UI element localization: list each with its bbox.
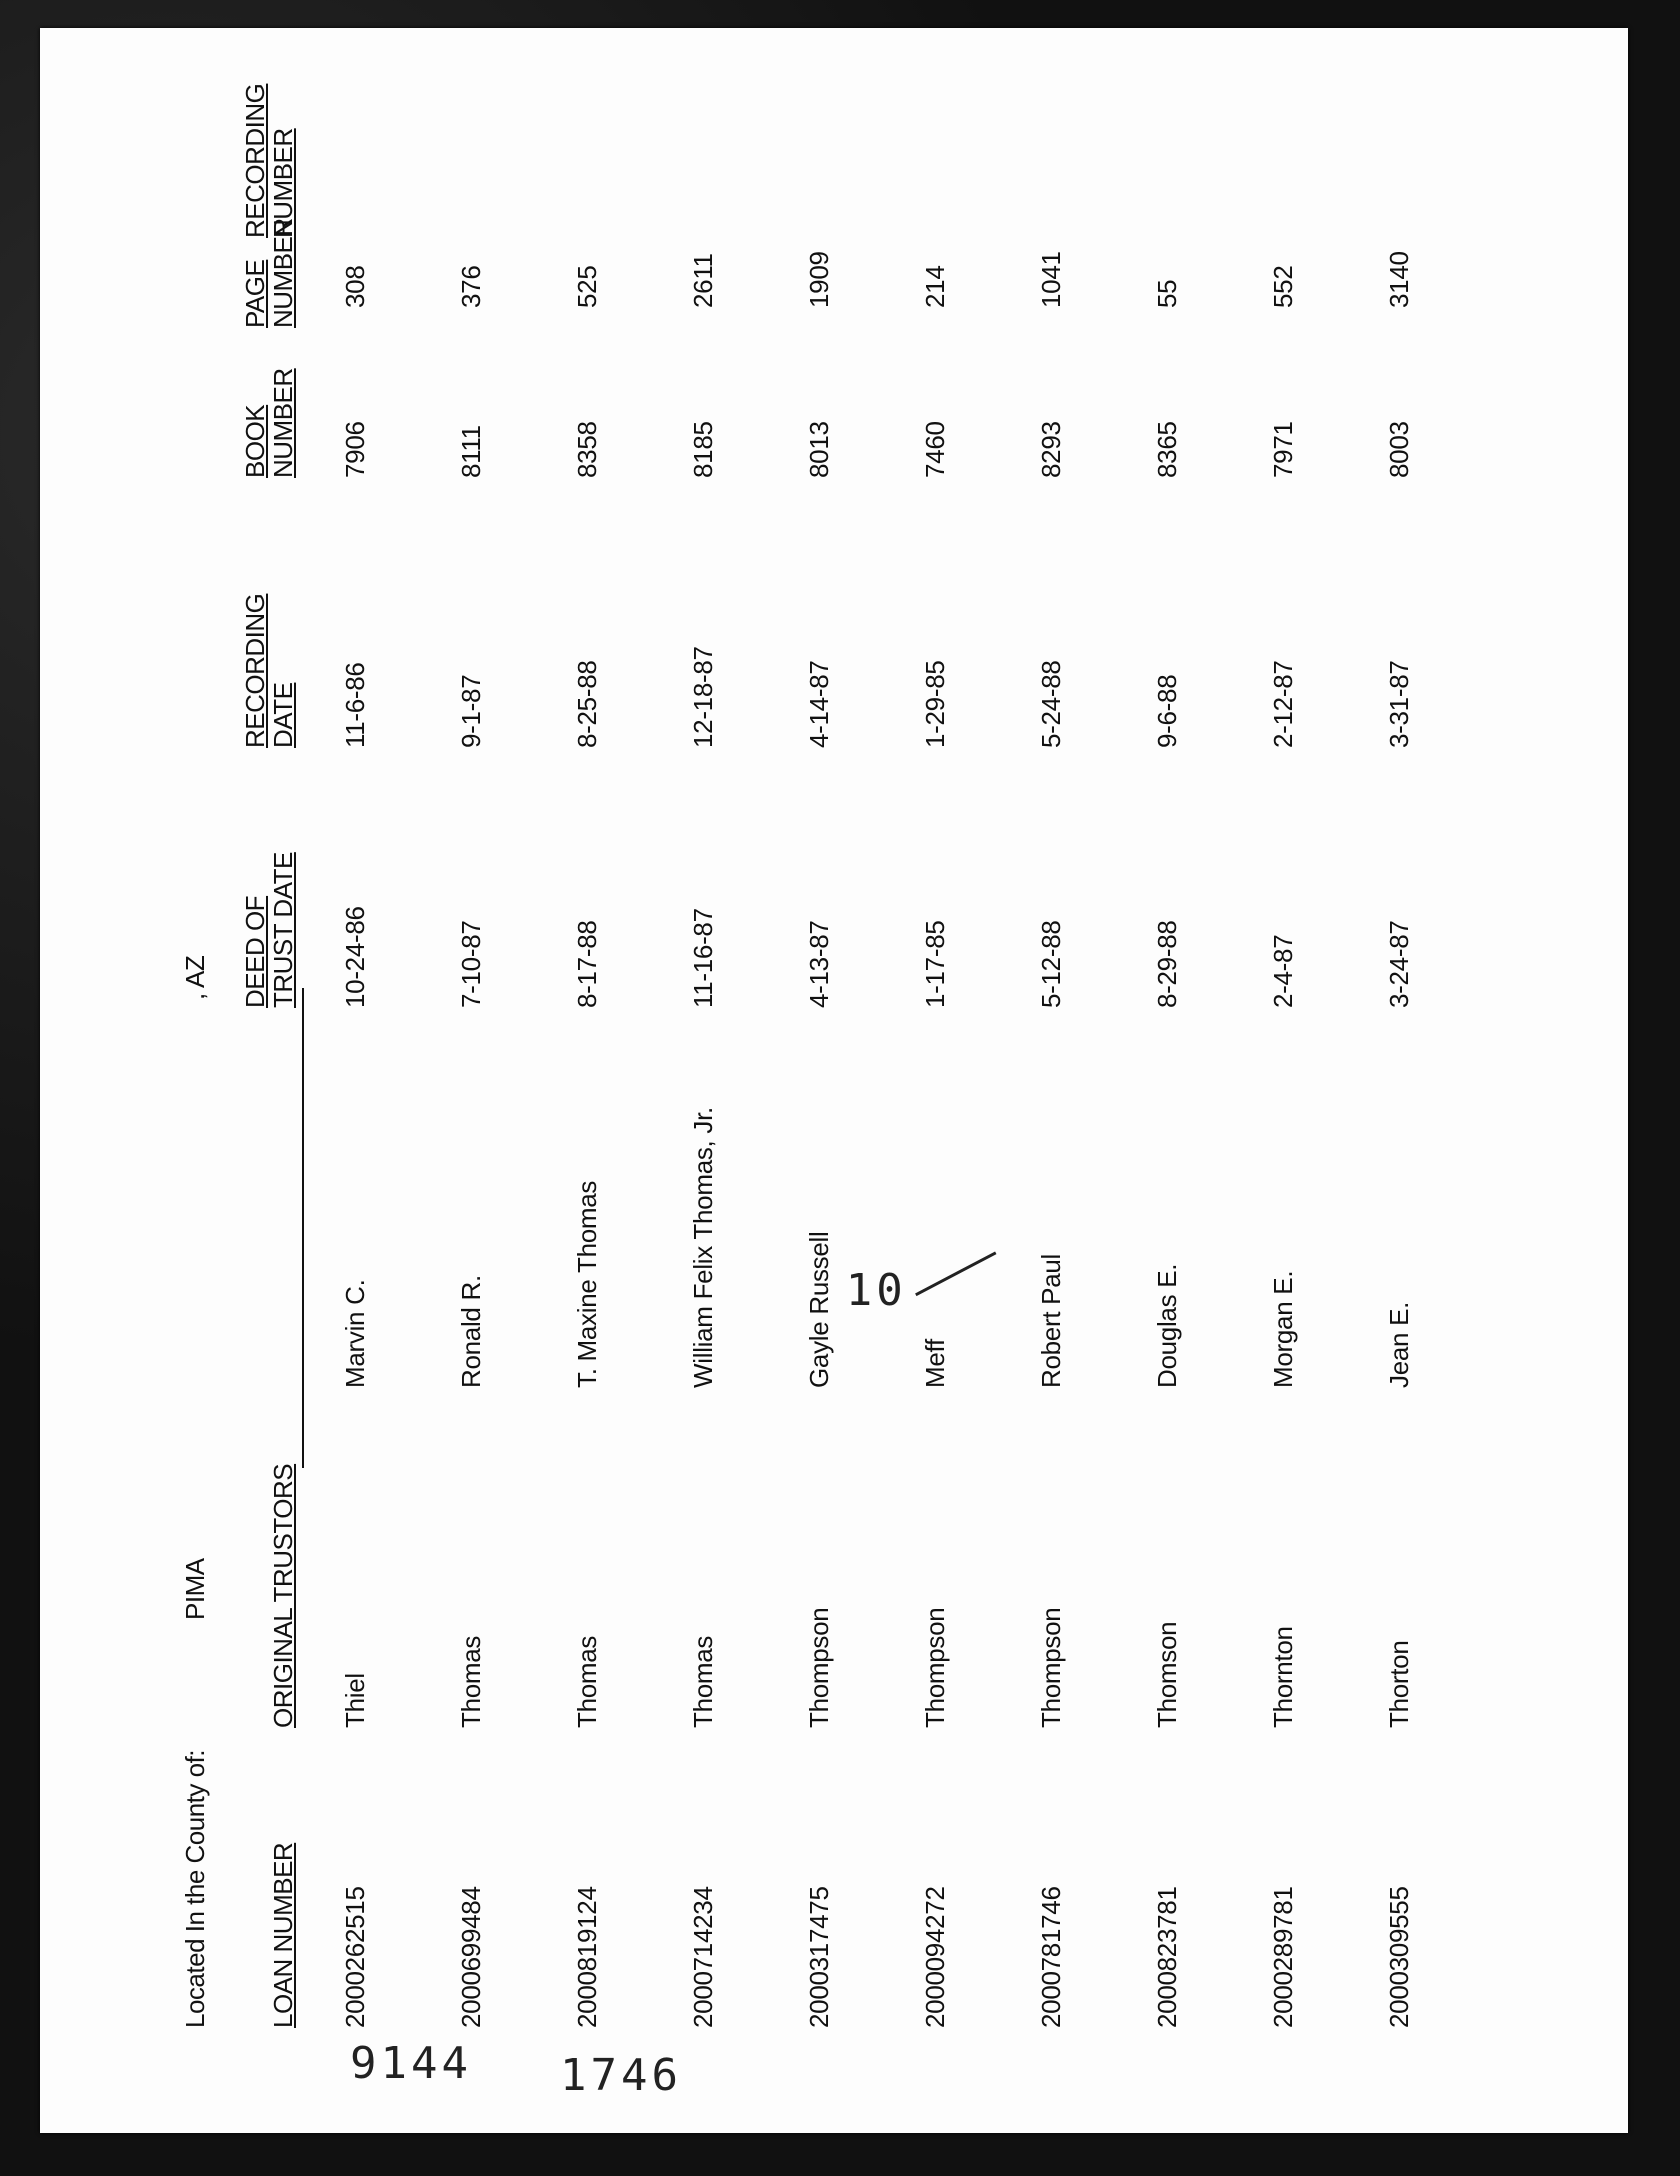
loan-number: 2000309555 — [1384, 1886, 1414, 2028]
loan-number: 2000317475 — [804, 1886, 834, 2028]
recording-date: 4-14-87 — [804, 660, 834, 748]
header-loan-number: LOAN NUMBER — [268, 1842, 298, 2028]
book-number: 8111 — [456, 425, 486, 478]
loan-number: 2000823781 — [1152, 1886, 1182, 2028]
header-page-number-2: NUMBER — [268, 218, 298, 328]
page-number: 3140 — [1384, 251, 1414, 308]
book-number: 8293 — [1036, 421, 1066, 478]
loan-number: 2000819124 — [572, 1886, 602, 2028]
handwritten-annotation-number: 10 — [845, 1264, 907, 1316]
table-row — [920, 128, 980, 2088]
table-row — [456, 128, 516, 2088]
page-number: 1909 — [804, 251, 834, 308]
trustor-first-name: Robert Paul — [1036, 1254, 1066, 1388]
header-book-number-2: NUMBER — [268, 368, 298, 478]
page-number: 552 — [1268, 265, 1298, 308]
county-label: Located In the County of: — [180, 1749, 210, 2028]
header-recording-date-2: DATE — [268, 682, 298, 748]
loan-number: 2000289781 — [1268, 1886, 1298, 2028]
trustor-last-name: Thompson — [920, 1607, 950, 1728]
trustor-first-name: Douglas E. — [1152, 1263, 1182, 1388]
loan-number: 2000094272 — [920, 1886, 950, 2028]
trustor-last-name: Thorton — [1384, 1640, 1414, 1728]
header-recording-date-1: RECORDING — [240, 593, 270, 748]
handwritten-number-right: 1746 — [560, 2050, 682, 2101]
recording-date: 11-6-86 — [340, 662, 370, 748]
recording-date: 12-18-87 — [688, 646, 718, 748]
deed-of-trust-date: 10-24-86 — [340, 906, 370, 1008]
book-number: 7971 — [1268, 421, 1298, 478]
state-label: , AZ — [180, 955, 210, 1000]
trustor-last-name: Thomson — [1152, 1621, 1182, 1728]
loan-number: 2000781746 — [1036, 1886, 1066, 2028]
header-deed-of-trust-2: TRUST DATE — [268, 852, 298, 1008]
table-row — [1268, 128, 1328, 2088]
table-row — [688, 128, 748, 2088]
county-line — [180, 955, 211, 2028]
recording-date: 9-6-88 — [1152, 674, 1182, 748]
recording-date: 2-12-87 — [1268, 660, 1298, 748]
book-number: 7906 — [340, 421, 370, 478]
book-number: 8013 — [804, 421, 834, 478]
header-page-number-1: PAGE — [240, 259, 270, 328]
header-deed-of-trust-1: DEED OF — [240, 895, 270, 1008]
header-recording-number-2: NUMBER — [268, 128, 298, 238]
book-number: 7460 — [920, 421, 950, 478]
loan-number: 2000699484 — [456, 1886, 486, 2028]
county-name: PIMA — [180, 1558, 210, 1620]
check-stroke-icon — [911, 1245, 1001, 1305]
trustor-last-name: Thomas — [572, 1635, 602, 1728]
trustor-first-name: William Felix Thomas, Jr. — [688, 1107, 718, 1388]
deed-of-trust-date: 11-16-87 — [688, 908, 718, 1008]
table-row — [1384, 128, 1444, 2088]
trustor-last-name: Thomas — [688, 1635, 718, 1728]
rotated-table — [140, 83, 1560, 2088]
recording-date: 1-29-85 — [920, 660, 950, 748]
page-number: 1041 — [1036, 251, 1066, 308]
deed-of-trust-date: 4-13-87 — [804, 920, 834, 1008]
book-number: 8358 — [572, 421, 602, 478]
table-row — [804, 128, 864, 2088]
trustors-underline — [302, 988, 304, 1468]
table-row — [1036, 128, 1096, 2088]
trustor-last-name: Thomas — [456, 1635, 486, 1728]
document-page — [40, 28, 1628, 2133]
book-number: 8365 — [1152, 421, 1182, 478]
handwritten-number-left: 9144 — [350, 2038, 472, 2089]
trustor-first-name: Meff — [920, 1339, 950, 1388]
trustor-last-name: Thompson — [804, 1607, 834, 1728]
trustor-last-name: Thompson — [1036, 1607, 1066, 1728]
header-original-trustors: ORIGINAL TRUSTORS — [268, 1463, 298, 1728]
page-number: 308 — [340, 265, 370, 308]
deed-of-trust-date: 1-17-85 — [920, 920, 950, 1008]
trustor-first-name: Marvin C. — [340, 1279, 370, 1388]
recording-date: 5-24-88 — [1036, 660, 1066, 748]
loan-number: 2000262515 — [340, 1886, 370, 2028]
deed-of-trust-date: 8-17-88 — [572, 920, 602, 1008]
trustor-first-name: T. Maxine Thomas — [572, 1180, 602, 1388]
page-number: 376 — [456, 265, 486, 308]
trustor-first-name: Jean E. — [1384, 1301, 1414, 1388]
page-number: 214 — [920, 265, 950, 308]
table-row — [572, 128, 632, 2088]
deed-of-trust-date: 5-12-88 — [1036, 920, 1066, 1008]
book-number: 8003 — [1384, 421, 1414, 478]
recording-date: 9-1-87 — [456, 674, 486, 748]
header-book-number-1: BOOK — [240, 404, 270, 478]
page-number: 525 — [572, 265, 602, 308]
page-number: 55 — [1152, 279, 1182, 308]
recording-date: 8-25-88 — [572, 660, 602, 748]
trustor-last-name: Thiel — [340, 1673, 370, 1728]
recording-date: 3-31-87 — [1384, 660, 1414, 748]
deed-of-trust-date: 7-10-87 — [456, 920, 486, 1008]
handwritten-check-annotation — [846, 1245, 1001, 1316]
loan-number: 2000714234 — [688, 1886, 718, 2028]
trustor-first-name: Morgan E. — [1268, 1270, 1298, 1388]
page-number: 2611 — [688, 253, 718, 308]
table-row — [340, 128, 400, 2088]
trustor-last-name: Thornton — [1268, 1626, 1298, 1728]
trustor-first-name: Ronald R. — [456, 1275, 486, 1388]
deed-of-trust-date: 8-29-88 — [1152, 920, 1182, 1008]
trustor-first-name: Gayle Russell — [804, 1231, 834, 1388]
header-recording-number-1: RECORDING — [240, 83, 270, 238]
deed-of-trust-date: 3-24-87 — [1384, 920, 1414, 1008]
book-number: 8185 — [688, 421, 718, 478]
deed-of-trust-date: 2-4-87 — [1268, 934, 1298, 1008]
table-row — [1152, 128, 1212, 2088]
